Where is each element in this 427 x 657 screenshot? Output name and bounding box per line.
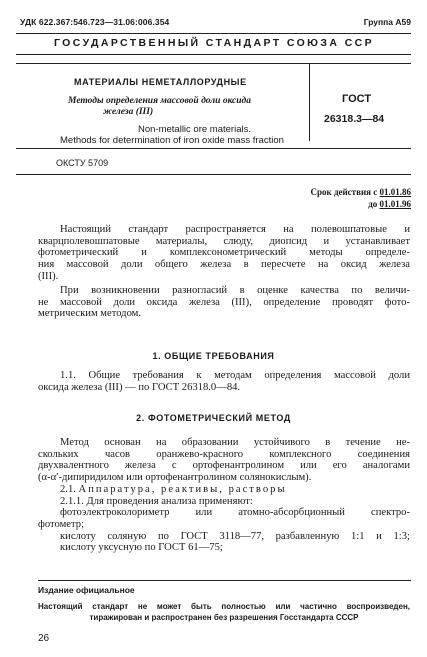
header-rule-bottom: [16, 54, 411, 55]
group-code: Группа А59: [363, 17, 411, 27]
notice-line1: Настоящий стандарт не может быть полностью или частично воспроизведен,: [38, 602, 410, 611]
subsection-2-1-number: 2.1.: [60, 483, 76, 495]
intro-line: Настоящий стандарт распространяется на полевошпатовые и: [60, 224, 410, 235]
section1-line: 1.1. Общие требования к методам определения массовой доли: [60, 370, 410, 381]
section1-line: оксида железа (III) — по ГОСТ 26318.0—84.: [38, 381, 241, 393]
material-title: МАТЕРИАЛЫ НЕМЕТАЛЛОРУДНЫЕ: [74, 77, 247, 87]
okstu-code: ОКСТУ 5709: [56, 158, 109, 168]
english-title-line1: Non-metallic ore materials.: [138, 124, 251, 135]
intro-line: кварцполевошпатовые материалы, слюду, диопсид и устанавливает: [38, 235, 410, 247]
intro-line: (III).: [38, 270, 59, 282]
subsection-2-1-title: Аппаратура, реактивы, растворы: [78, 483, 287, 495]
validity-to: [368, 199, 411, 209]
okstu-rule: [16, 174, 411, 175]
methods-title-line1: Методы определения массовой доли оксида: [68, 96, 252, 106]
section1-heading: 1. ОБЩИЕ ТРЕБОВАНИЯ: [152, 351, 275, 361]
title-block-rule-bottom: [16, 148, 411, 149]
item-line: фотоэлектроколориметр или атомно-абсорбционный спектро-: [60, 507, 410, 519]
official-edition-label: Издание официальное: [38, 585, 135, 595]
notice-line2: тиражирован и распространен без разрешения Госстандарта СССР: [89, 613, 359, 622]
intro-line: не массовой доли оксида железа (III), определение проводят фото-: [38, 296, 410, 308]
intro-paragraph: [38, 224, 410, 283]
intro-paragraph-2: [38, 285, 410, 320]
title-block-rule-top: [16, 63, 411, 64]
state-standard-title: ГОСУДАРСТВЕННЫЙ СТАНДАРТ СОЮЗА ССР: [53, 37, 375, 49]
copyright-notice: [38, 601, 410, 623]
english-title-line2: Methods for determination of iron oxide mass fraction: [60, 135, 284, 146]
intro-line: метрическим методом.: [38, 308, 142, 320]
section2-line: двухвалентного железа с ортофенантролином или его аналогами: [38, 460, 410, 472]
section2-line: скольких часов оранжево-красного комплексного соединения: [38, 448, 410, 460]
page-number: 26: [38, 633, 50, 644]
item-line: фотометр;: [38, 518, 85, 530]
gost-label: ГОСТ: [342, 93, 372, 105]
section2-line: (α-α′-дипиридилом или ортофенантролином солянокислым).: [38, 472, 312, 484]
section1-body: [38, 370, 410, 393]
methods-title-line2: железа (III): [103, 107, 154, 117]
gost-number: 26318.3—84: [324, 113, 385, 125]
validity-to-label: до: [368, 199, 378, 209]
intro-line: фотометрический и комплексонометрический методы определе-: [38, 247, 410, 259]
validity-from-label: Срок действия с: [310, 187, 378, 197]
validity-from: [311, 187, 412, 197]
item-line: кислоту соляную по ГОСТ 3118—77, разбавленную 1:1 и 1:3;: [60, 530, 410, 542]
section2-heading: 2. ФОТОМЕТРИЧЕСКИЙ МЕТОД: [136, 413, 291, 423]
item-line: кислоту уксусную по ГОСТ 61—75;: [60, 542, 223, 554]
intro-line: ния массовой доли общего железа в пересчете на оксид железа: [38, 259, 410, 271]
udk-code: УДК 622.367:546.723—31.06:006.354: [20, 17, 170, 27]
header-rule-top: [16, 33, 411, 34]
validity-to-date: 01.01.96: [379, 199, 411, 209]
section2-body: [38, 437, 410, 554]
validity-from-date: 01.01.86: [379, 187, 411, 197]
title-block-divider: [309, 63, 310, 141]
footer-rule: [38, 580, 411, 581]
intro-line: При возникновении разногласий в оценке качества по величи-: [60, 285, 410, 296]
subsection-2-1-1: 2.1.1. Для проведения анализа применяют:: [60, 495, 253, 507]
subsection-2-1: [38, 484, 410, 496]
section2-line: Метод основан на образовании устойчивого в течение не-: [60, 437, 410, 448]
